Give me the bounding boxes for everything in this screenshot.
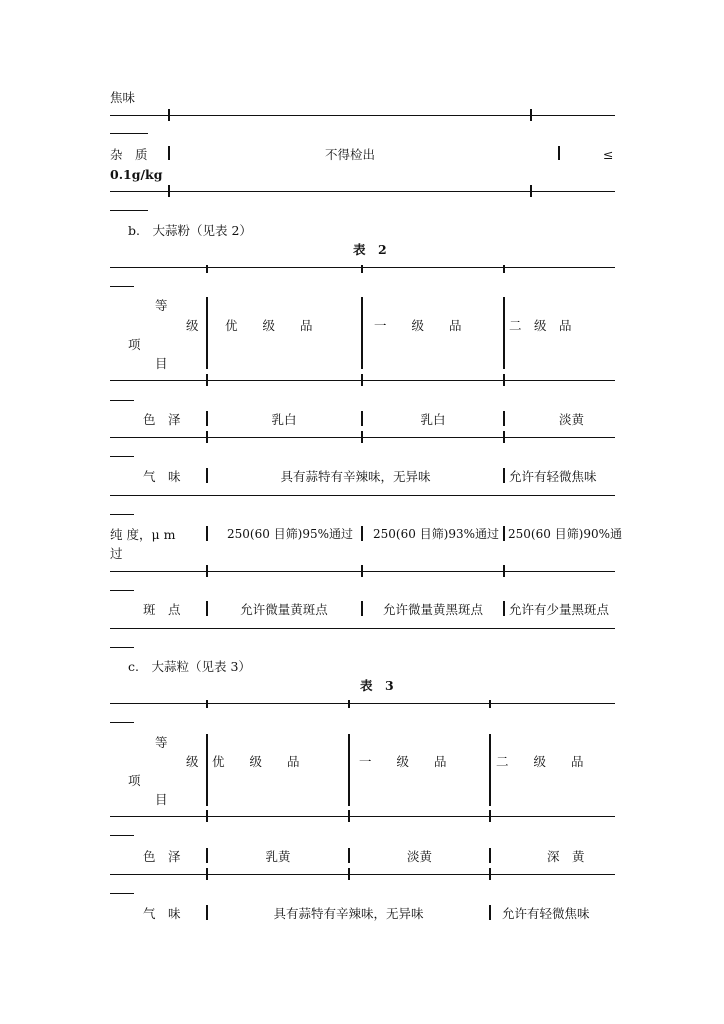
- header-grade-word: 等: [155, 298, 168, 313]
- table-rule-short: [110, 456, 134, 457]
- column-tick: [168, 185, 170, 197]
- table-rule-short: [110, 835, 134, 836]
- column-tick: [503, 565, 505, 577]
- cell-flavor-second: 允许有轻微焦味: [502, 906, 590, 921]
- column-tick: [530, 185, 532, 197]
- column-tick: [489, 868, 491, 880]
- table-rule-short: [110, 647, 134, 648]
- row-label-color: 色 泽: [143, 849, 181, 864]
- cell-flavor-span: 具有蒜特有辛辣味，无异味: [280, 469, 431, 484]
- table-rule-short: [110, 400, 134, 401]
- cell-spots-first: 允许微量黄黑斑点: [382, 602, 483, 617]
- column-tick: [206, 565, 208, 577]
- header-item-suffix: 目: [155, 792, 168, 807]
- column-tick: [503, 374, 505, 386]
- header-item-word: 项: [128, 337, 141, 352]
- column-divider: [503, 526, 505, 541]
- impurity-limit-value: 0.1g/kg: [110, 167, 163, 182]
- table-2-title: 表 2: [353, 242, 387, 257]
- column-tick: [206, 431, 208, 443]
- header-grade-suffix: 级: [186, 318, 199, 333]
- cell-purity-premium: 250(60 目筛)95%通过: [227, 527, 354, 541]
- column-divider: [489, 848, 491, 863]
- column-tick: [206, 810, 208, 822]
- column-divider: [361, 526, 363, 541]
- header-col-premium: 优 级 品: [225, 318, 313, 333]
- column-tick: [361, 431, 363, 443]
- header-col-second: 二 级 品: [496, 754, 584, 769]
- header-col-first: 一 级 品: [374, 318, 462, 333]
- header-col-first: 一 级 品: [359, 754, 447, 769]
- column-tick: [206, 374, 208, 386]
- table-rule: [110, 874, 615, 875]
- column-tick: [489, 700, 491, 708]
- column-tick: [348, 810, 350, 822]
- table-rule-short: [110, 286, 134, 287]
- column-divider: [558, 146, 560, 160]
- column-tick: [348, 700, 350, 708]
- impurity-label: 杂 质: [110, 147, 148, 162]
- cell-color-second: 淡黄: [559, 412, 585, 427]
- column-divider: [503, 297, 505, 369]
- table-rule-short: [110, 893, 134, 894]
- table-rule: [110, 115, 615, 116]
- cell-spots-second: 允许有少量黑斑点: [509, 602, 610, 617]
- header-item-suffix: 目: [155, 356, 168, 371]
- table-rule: [110, 628, 615, 629]
- row-label-purity: 纯 度，μ m: [110, 527, 176, 542]
- table-rule-short: [110, 210, 148, 211]
- header-grade-word: 等: [155, 735, 168, 750]
- table-rule-short: [110, 514, 134, 515]
- column-tick: [530, 109, 532, 121]
- column-tick: [503, 265, 505, 273]
- table-3-title: 表 3: [360, 678, 394, 693]
- row-label-flavor: 气 味: [143, 906, 181, 921]
- column-divider: [489, 905, 491, 920]
- column-tick: [206, 265, 208, 273]
- prev-flavor-tail: 焦味: [110, 90, 136, 105]
- section-b-heading: b. 大蒜粉（见表 2）: [128, 223, 252, 238]
- column-divider: [489, 734, 491, 806]
- cell-spots-premium: 允许微量黄斑点: [240, 602, 328, 617]
- column-tick: [503, 431, 505, 443]
- cell-color-premium: 乳白: [271, 412, 297, 427]
- column-divider: [503, 601, 505, 616]
- column-divider: [503, 468, 505, 483]
- column-divider: [348, 734, 350, 806]
- header-col-second: 二 级 品: [509, 318, 572, 333]
- column-tick: [206, 700, 208, 708]
- cell-purity-first: 250(60 目筛)93%通过: [373, 527, 500, 541]
- table-rule-short: [110, 722, 134, 723]
- cell-flavor-span: 具有蒜特有辛辣味，无异味: [273, 906, 424, 921]
- column-tick: [361, 265, 363, 273]
- row-label-purity-wrap: 过: [110, 546, 123, 561]
- column-divider: [206, 297, 208, 369]
- column-tick: [168, 109, 170, 121]
- row-label-flavor: 气 味: [143, 469, 181, 484]
- column-divider: [361, 297, 363, 369]
- cell-color-first: 乳白: [420, 412, 446, 427]
- table-rule-short: [110, 590, 134, 591]
- column-divider: [503, 411, 505, 426]
- section-c-heading: c. 大蒜粒（见表 3）: [128, 659, 251, 674]
- column-tick: [206, 868, 208, 880]
- impurity-limit-symbol: ≤: [603, 147, 614, 162]
- column-divider: [206, 734, 208, 806]
- table-rule: [110, 191, 615, 192]
- cell-purity-second: 250(60 目筛)90%通: [508, 527, 623, 541]
- table-rule-short: [110, 133, 148, 134]
- table-rule: [110, 816, 615, 817]
- column-tick: [361, 565, 363, 577]
- row-label-color: 色 泽: [143, 412, 181, 427]
- cell-color-second: 深 黄: [547, 849, 585, 864]
- header-grade-suffix: 级: [186, 754, 199, 769]
- column-tick: [361, 374, 363, 386]
- table-rule: [110, 495, 615, 496]
- cell-color-premium: 乳黄: [265, 849, 291, 864]
- column-divider: [206, 526, 208, 541]
- cell-flavor-second: 允许有轻微焦味: [509, 469, 597, 484]
- header-item-word: 项: [128, 773, 141, 788]
- row-label-spots: 斑 点: [143, 602, 181, 617]
- table-rule: [110, 703, 615, 704]
- column-tick: [489, 810, 491, 822]
- impurity-value: 不得检出: [324, 147, 375, 162]
- column-tick: [348, 868, 350, 880]
- cell-color-first: 淡黄: [406, 849, 432, 864]
- header-col-premium: 优 级 品: [212, 754, 300, 769]
